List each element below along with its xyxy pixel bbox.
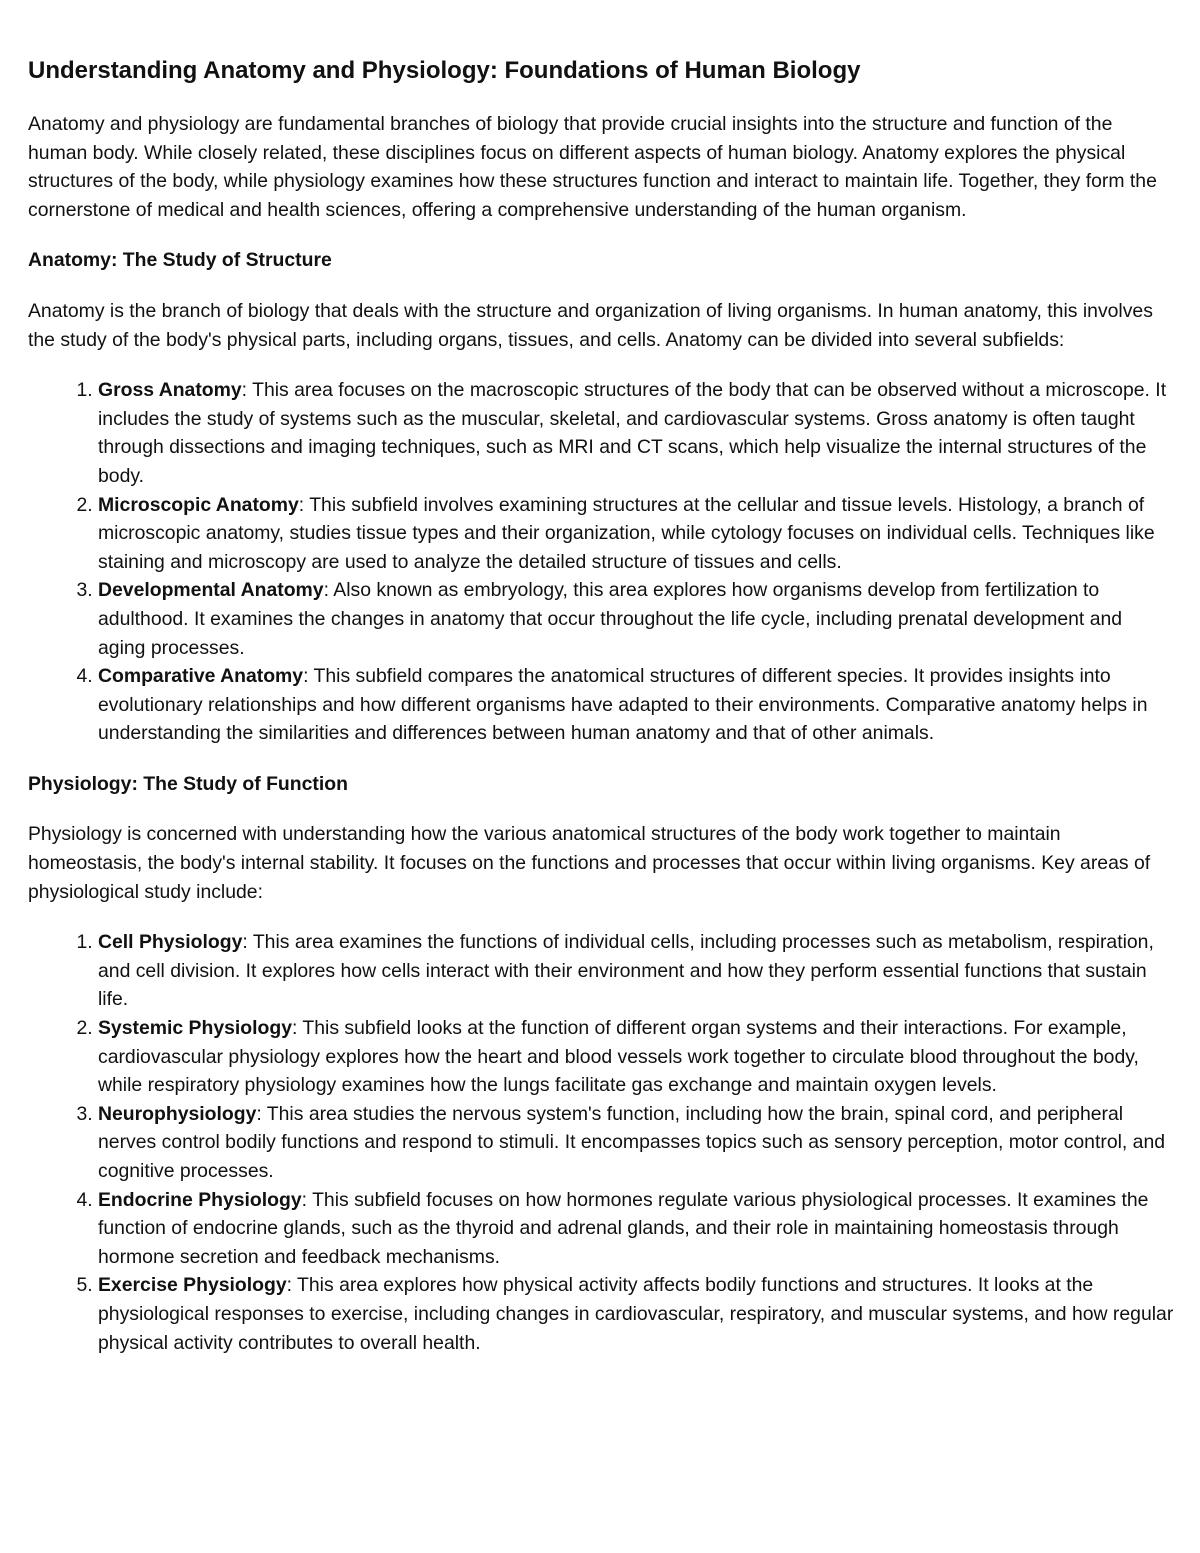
- subfield-description: : This subfield involves examining structures at the cellular and tissue levels. Histology, a branch of microscopic anatomy, studies tissue types and their organization, while cytology focuses on individual cells. Techniques like staining and microscopy are used to analyze the detailed structure of tissues and cells.: [98, 493, 1155, 573]
- list-item: [98, 376, 1174, 490]
- subfield-description: : This subfield looks at the function of different organ systems and their interactions. For example, cardiovascular physiology explores how the heart and blood vessels work together to circulate blood throughout the body, while respiratory physiology examines how the lungs facilitate gas exchange and maintain oxygen levels.: [98, 1017, 1139, 1097]
- list-item: [98, 662, 1174, 748]
- list-item: [98, 1100, 1174, 1186]
- physiology-subfields-list: [28, 928, 1174, 1357]
- anatomy-heading: Anatomy: The Study of Structure: [28, 249, 332, 272]
- subfield-description: : This subfield compares the anatomical structures of different species. It provides insights into evolutionary relationships and how different organisms have adapted to their environments. Comparative anatomy helps in understanding the similarities and differences between human anatomy and that of other animals.: [98, 665, 1148, 745]
- subfield-description: : This area studies the nervous system's function, including how the brain, spinal cord, and peripheral nerves control bodily functions and respond to stimuli. It encompasses topics such as sensory perception, motor control, and cognitive processes.: [98, 1102, 1166, 1182]
- physiology-heading: Physiology: The Study of Function: [28, 772, 348, 795]
- subfield-term: Systemic Physiology: [98, 1017, 292, 1040]
- list-item: [98, 576, 1174, 662]
- list-item: [98, 1186, 1174, 1272]
- list-item: [98, 928, 1174, 1014]
- list-item: [98, 491, 1174, 577]
- subfield-term: Microscopic Anatomy: [98, 493, 299, 516]
- anatomy-subfields-list: [28, 376, 1174, 748]
- subfield-description: : Also known as embryology, this area explores how organisms develop from fertilization to adulthood. It examines the changes in anatomy that occur throughout the life cycle, including prenatal development and aging processes.: [98, 579, 1123, 659]
- document-title: Understanding Anatomy and Physiology: Foundations of Human Biology: [28, 57, 861, 84]
- document-page: [28, 56, 1174, 1379]
- physiology-intro-paragraph: Physiology is concerned with understanding how the various anatomical structures of the body work together to maintain homeostasis, the body's internal stability. It focuses on the functions and processes that occur within living organisms. Key areas of physiological study include:: [28, 823, 1151, 903]
- subfield-term: Neurophysiology: [98, 1102, 257, 1125]
- list-item: [98, 1271, 1174, 1357]
- subfield-description: : This area explores how physical activity affects bodily functions and structures. It looks at the physiological responses to exercise, including changes in cardiovascular, respiratory, and muscular systems, and how regular physical activity contributes to overall health.: [98, 1274, 1174, 1354]
- intro-paragraph: Anatomy and physiology are fundamental branches of biology that provide crucial insights into the structure and function of the human body. While closely related, these disciplines focus on different aspects of human biology. Anatomy explores the physical structures of the body, while physiology examines how these structures function and interact to maintain life. Together, they form the cornerstone of medical and health sciences, offering a comprehensive understanding of the human organism.: [28, 113, 1157, 221]
- subfield-term: Endocrine Physiology: [98, 1188, 302, 1211]
- subfield-description: : This subfield focuses on how hormones regulate various physiological processes. It examines the function of endocrine glands, such as the thyroid and adrenal glands, and their role in maintaining homeostasis through hormone secretion and feedback mechanisms.: [98, 1188, 1149, 1268]
- anatomy-intro-paragraph: Anatomy is the branch of biology that deals with the structure and organization of living organisms. In human anatomy, this involves the study of the body's physical parts, including organs, tissues, and cells. Anatomy can be divided into several subfields:: [28, 299, 1153, 351]
- subfield-term: Exercise Physiology: [98, 1274, 287, 1297]
- subfield-term: Cell Physiology: [98, 931, 243, 954]
- list-item: [98, 1014, 1174, 1100]
- subfield-term: Developmental Anatomy: [98, 579, 324, 602]
- subfield-description: : This area focuses on the macroscopic structures of the body that can be observed without a microscope. It includes the study of systems such as the muscular, skeletal, and cardiovascular systems. Gross anatomy is often taught through dissections and imaging techniques, such as MRI and CT scans, which help visualize the internal structures of the body.: [98, 379, 1167, 487]
- subfield-term: Gross Anatomy: [98, 379, 242, 402]
- subfield-term: Comparative Anatomy: [98, 665, 304, 688]
- subfield-description: : This area examines the functions of individual cells, including processes such as metabolism, respiration, and cell division. It explores how cells interact with their environment and how they perform essential functions that sustain life.: [98, 931, 1154, 1011]
